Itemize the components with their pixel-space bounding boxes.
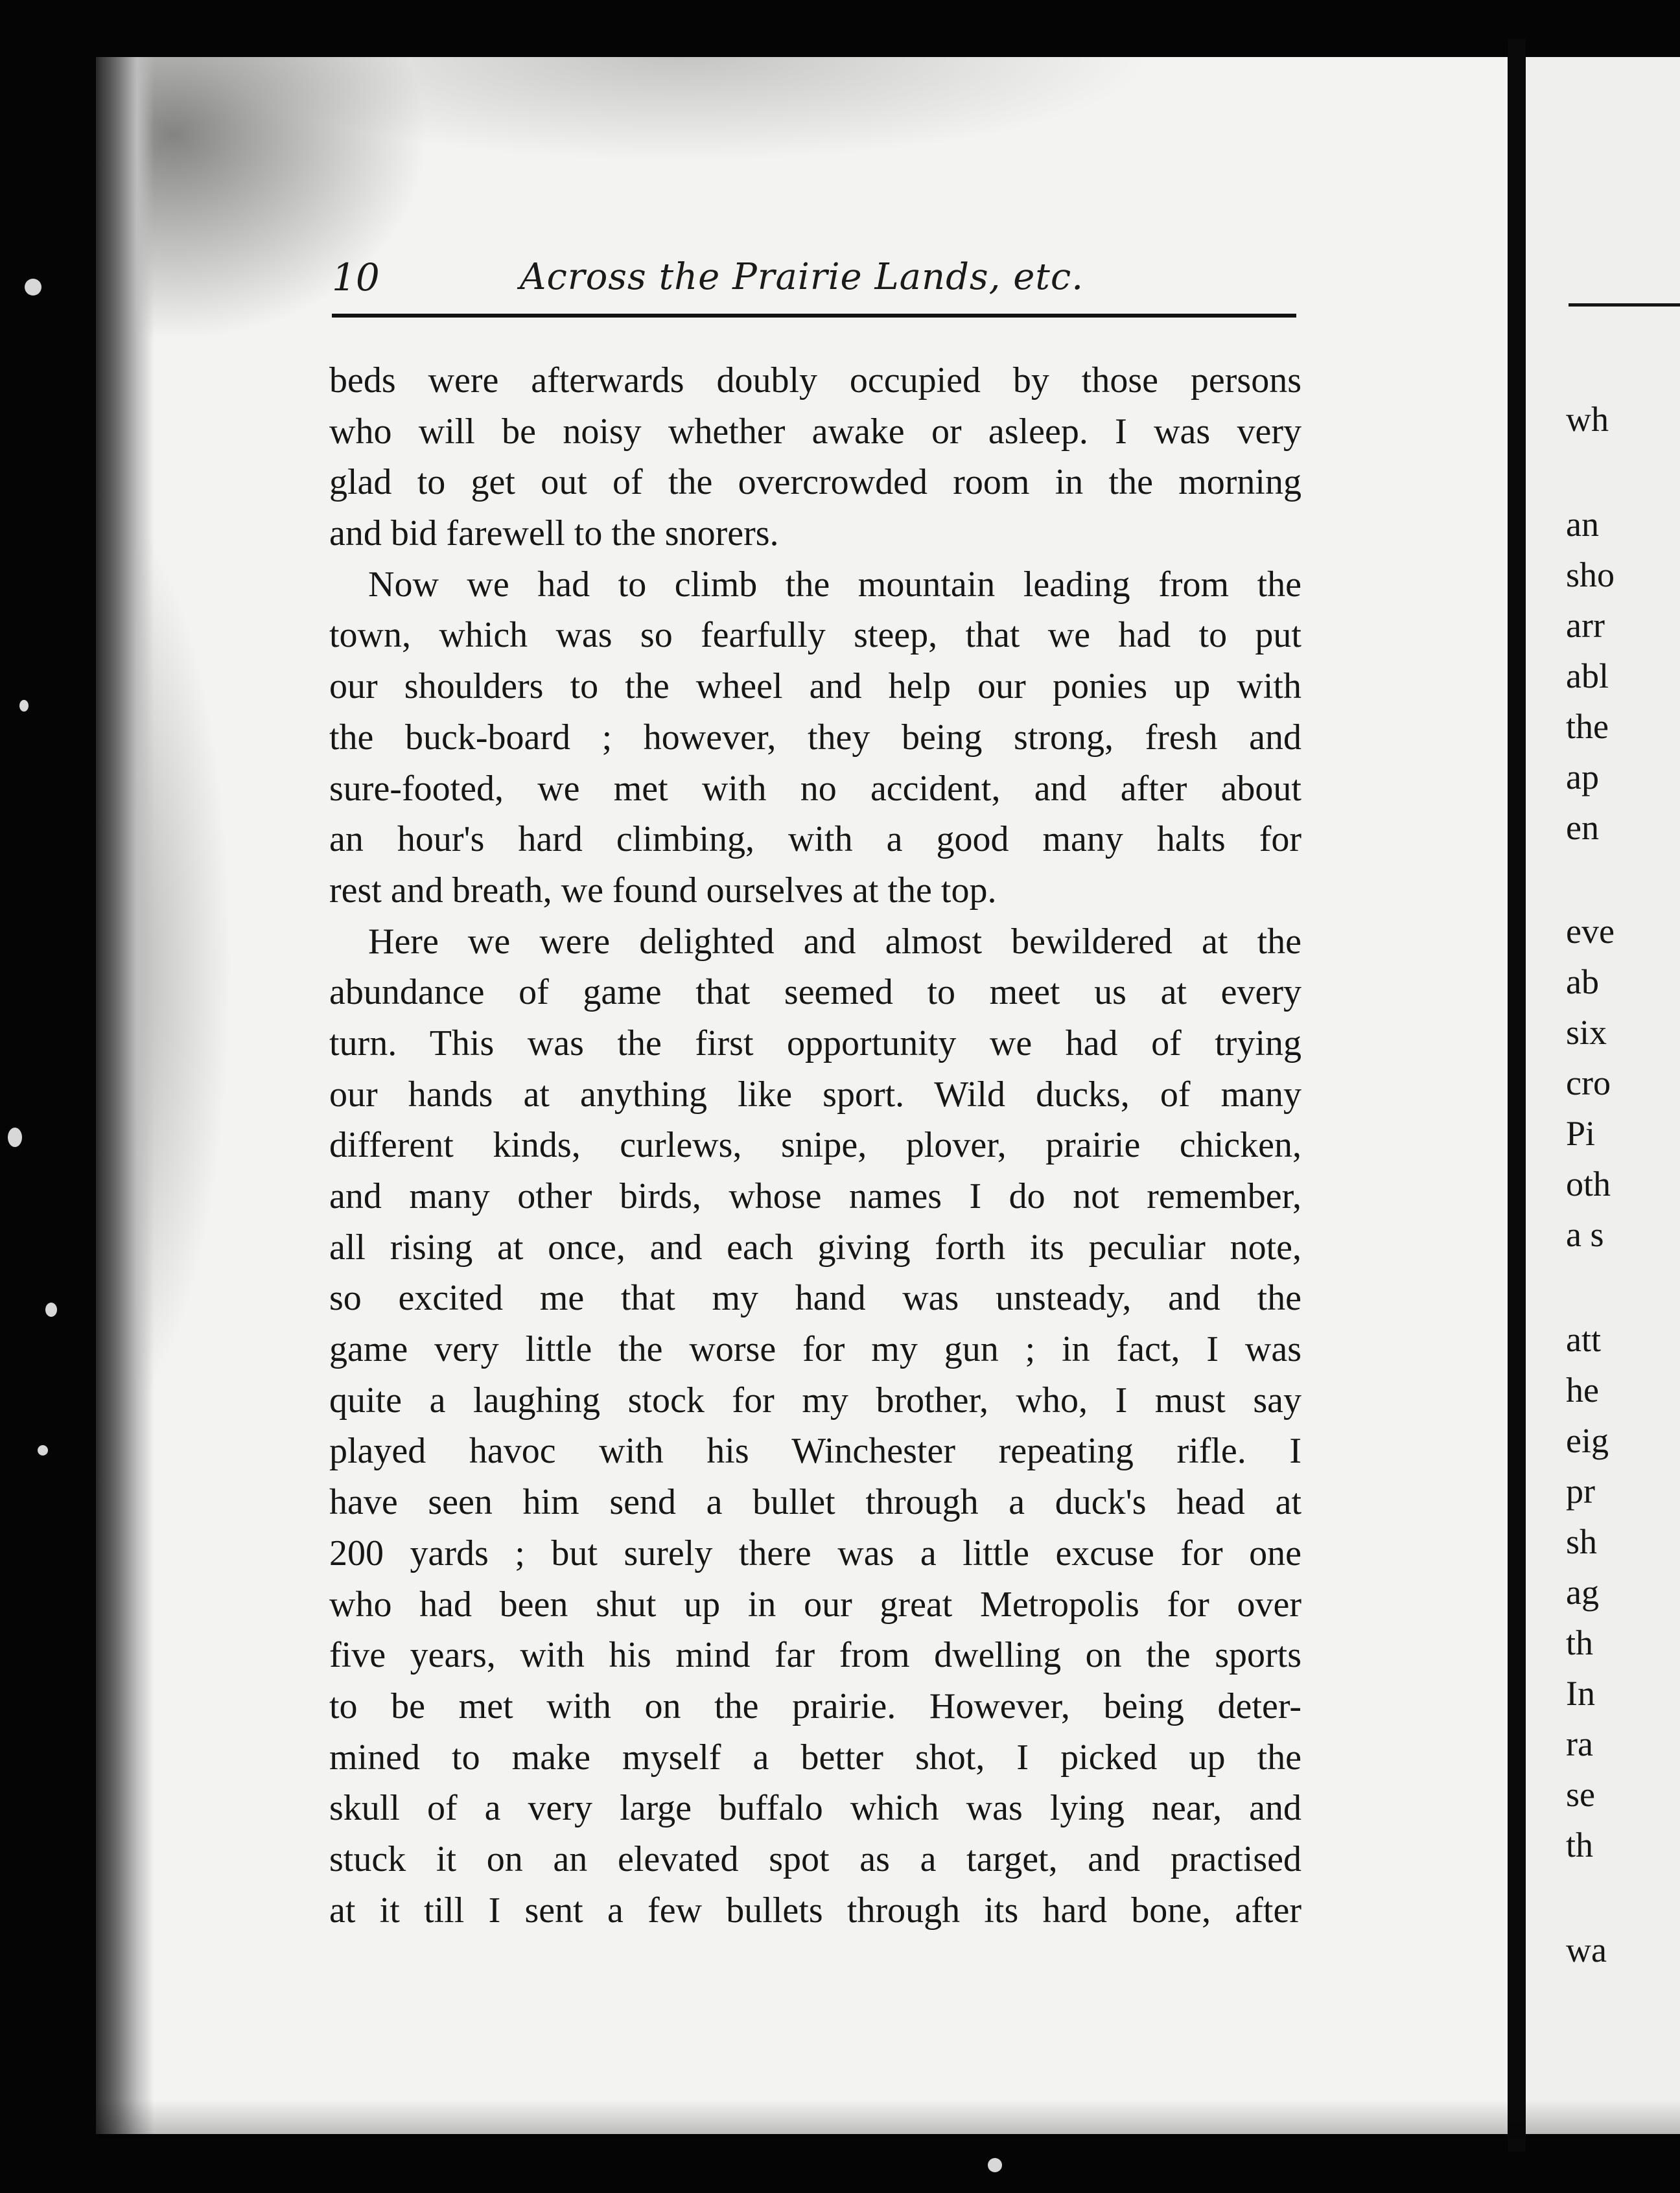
right-page-fragment: arr [1566,606,1605,645]
scan-speck [988,2158,1002,2172]
text-line: beds were afterwards doubly occupied by those persons [329,360,1301,400]
right-page-fragment: eve [1566,912,1615,951]
bottom-edge-shadow [96,2100,1680,2139]
text-line: to be met with on the prairie. However, being deter- [329,1686,1301,1726]
scan-speck [45,1303,57,1317]
right-page-fragment: wh [1566,400,1609,439]
right-page-fragment: eig [1566,1421,1609,1460]
right-page-fragment: Pi [1566,1114,1596,1153]
right-page-fragment: sh [1566,1522,1598,1561]
text-line: abundance of game that seemed to meet us at every [329,972,1301,1013]
text-line: and many other birds, whose names I do not remember, [329,1176,1301,1216]
page-number: 10 [332,255,380,299]
right-page-fragment: six [1566,1013,1607,1052]
right-header-rule [1569,303,1680,307]
text-line: have seen him send a bullet through a duck's head at [329,1482,1301,1523]
right-page-fragment: the [1566,707,1609,746]
text-line: the buck-board ; however, they being strong, fresh and [329,717,1301,758]
right-page-fragment: th [1566,1826,1594,1864]
scan-speck [8,1128,22,1147]
right-page-fragment: In [1566,1674,1595,1713]
right-page-fragment: abl [1566,656,1609,695]
body-text [329,355,1301,1936]
right-page-fragment: att [1566,1320,1601,1359]
text-line: who will be noisy whether awake or asleep. I was very [329,411,1301,452]
text-line: glad to get out of the overcrowded room in the morning [329,462,1301,503]
page-gutter [1508,39,1526,2152]
right-page-fragment: en [1566,808,1599,847]
binding-shadow [96,57,154,2134]
text-line: our shoulders to the wheel and help our ponies up with [329,666,1301,707]
right-page-fragment: cro [1566,1063,1611,1102]
right-page-fragment: he [1566,1371,1599,1410]
text-line: an hour's hard climbing, with a good many halts for [329,819,1301,860]
text-line: Here we were delighted and almost bewildered at the [368,921,1301,962]
text-line: different kinds, curlews, snipe, plover, prairie chicken, [329,1125,1301,1166]
text-line: town, which was so fearfully steep, that we had to put [329,615,1301,656]
right-page [1526,57,1680,2134]
text-line: all rising at once, and each giving forth its peculiar note, [329,1227,1301,1268]
text-line: stuck it on an elevated spot as a target, and practised [329,1839,1301,1879]
right-page-fragment: ag [1566,1573,1599,1612]
text-line: mined to make myself a better shot, I picked up the [329,1737,1301,1778]
text-line: game very little the worse for my gun ; in fact, I was [329,1329,1301,1370]
running-title: Across the Prairie Lands, etc. [520,256,1084,298]
right-page-fragment: an [1566,505,1599,544]
right-page-fragment: se [1566,1775,1595,1814]
header-rule [332,314,1296,318]
text-line: five years, with his mind far from dwelling on the sports [329,1635,1301,1676]
right-page-fragment: ab [1566,962,1599,1001]
right-page-fragment: wa [1566,1931,1607,1969]
scan-speck [38,1445,48,1456]
right-page-fragment: pr [1566,1472,1595,1511]
right-page-fragment: th [1566,1623,1594,1662]
text-line: turn. This was the first opportunity we had of trying [329,1023,1301,1063]
right-page-fragment: oth [1566,1165,1611,1203]
text-line: our hands at anything like sport. Wild ducks, of many [329,1074,1301,1115]
running-header [332,248,1298,307]
text-line: so excited me that my hand was unsteady, and the [329,1278,1301,1319]
text-line: rest and breath, we found ourselves at the top. [329,870,997,911]
right-page-fragment: ap [1566,758,1599,796]
text-line: skull of a very large buffalo which was lying near, and [329,1788,1301,1829]
text-line: at it till I sent a few bullets through its hard bone, after [329,1890,1301,1931]
right-page-fragment: ra [1566,1724,1593,1763]
text-line: played havoc with his Winchester repeating rifle. I [329,1431,1301,1472]
right-page-fragment: a s [1566,1215,1604,1254]
text-line: and bid farewell to the snorers. [329,513,779,554]
scan-speck [25,279,41,296]
text-line: 200 yards ; but surely there was a little excuse for one [329,1533,1301,1573]
text-line: sure-footed, we met with no accident, and after about [329,768,1301,809]
text-line: who had been shut up in our great Metropolis for over [329,1584,1301,1625]
scan-speck [19,700,29,712]
text-line: quite a laughing stock for my brother, who, I must say [329,1380,1301,1421]
right-page-fragment: sho [1566,555,1615,594]
text-line: Now we had to climb the mountain leading from the [368,564,1301,605]
